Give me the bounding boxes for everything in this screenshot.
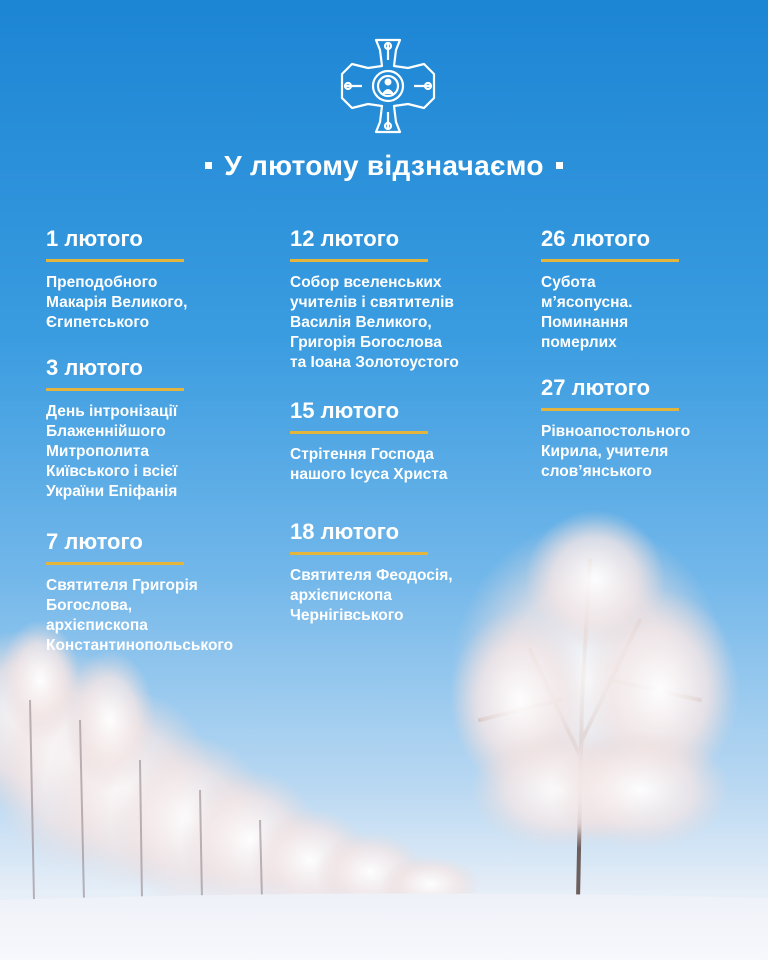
event-feb-1 [46,226,296,333]
event-feb-15 [290,398,540,485]
gold-divider [290,431,428,434]
event-date: 7 лютого [46,529,143,554]
title-bullet-left [205,162,212,169]
event-description: День інтронізації Блаженнійшого Митрополита Київського і всієї України Епіфанія [46,403,178,500]
event-date: 18 лютого [290,519,400,544]
gold-divider [541,408,679,411]
title-bullet-right [556,162,563,169]
event-feb-7 [46,529,306,656]
cross-emblem-icon [338,36,438,136]
event-description: Святителя Григорія Богослова, архієпископа Константинопольського [46,577,234,654]
event-feb-27 [541,375,761,482]
event-description: Субота м’ясопусна. Поминання померлих [541,274,633,351]
event-description: Преподобного Макарія Великого, Єгипетського [46,274,188,331]
event-feb-18 [290,519,540,626]
event-description: Святителя Феодосія, архієпископа Чернігівського [290,567,453,624]
event-feb-12 [290,226,540,373]
event-description: Стрітення Господа нашого Ісуса Христа [290,446,448,483]
gold-divider [290,552,428,555]
event-date: 15 лютого [290,398,400,423]
page-title [0,150,768,182]
event-date: 27 лютого [541,375,651,400]
gold-divider [290,259,428,262]
event-date: 12 лютого [290,226,400,251]
gold-divider [46,259,184,262]
snow-field [0,893,768,960]
event-feb-26 [541,226,768,353]
event-description: Рівноапостольного Кирила, учителя слов’янського [541,423,691,480]
event-date: 3 лютого [46,355,143,380]
gold-divider [46,562,184,565]
event-date: 26 лютого [541,226,651,251]
gold-divider [46,388,184,391]
frosted-forest [0,620,480,912]
page-title-text: У лютому відзначаємо [224,150,544,181]
gold-divider [541,259,679,262]
event-date: 1 лютого [46,226,143,251]
event-feb-3 [46,355,296,502]
event-description: Собор вселенських учителів і святителів Василія Великого, Григорія Богослова та Іоана Золотоустого [290,274,459,371]
